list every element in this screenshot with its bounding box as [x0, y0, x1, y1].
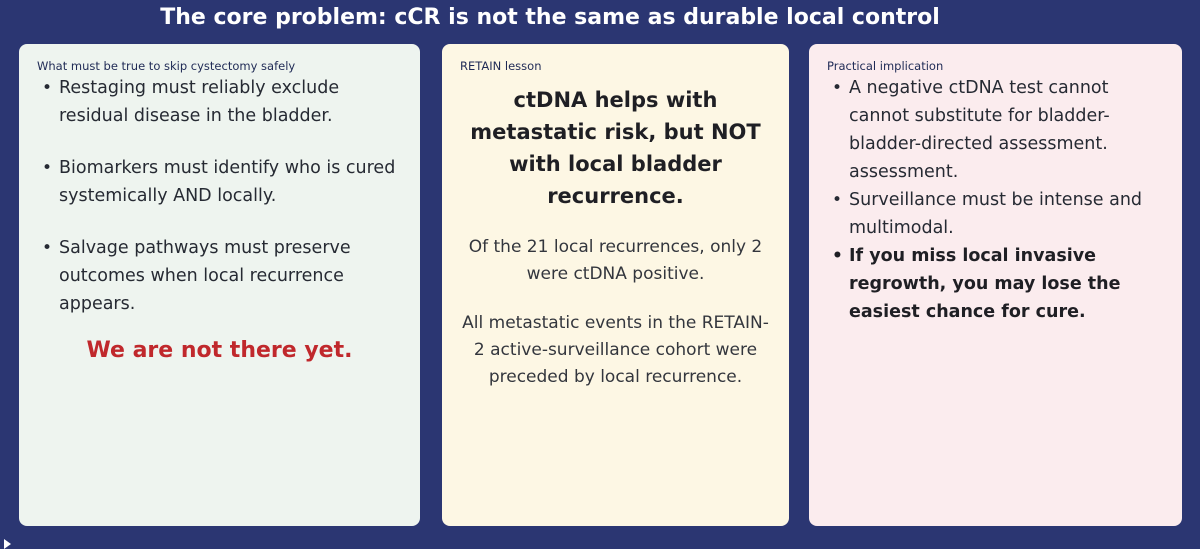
list-item-text: Biomarkers must identify who is cured systemically AND locally. — [59, 158, 396, 206]
list-item — [37, 154, 402, 210]
list-item-text: Restaging must reliably exclude residual disease in the bladder. — [59, 78, 340, 126]
callout-text: We are not there yet. — [86, 338, 353, 363]
lesson-body-2: All metastatic events in the RETAIN-2 active-surveillance cohort were preceded by local recurrence. — [462, 313, 769, 387]
list-item — [827, 74, 1164, 186]
card-practical-implication — [809, 44, 1182, 526]
list-item — [827, 242, 1164, 326]
lesson-headline: ctDNA helps with metastatic risk, but NOT with local bladder recurrence. — [470, 88, 761, 208]
implication-list — [827, 74, 1164, 326]
bullet-icon: • — [832, 190, 843, 210]
bullet-icon: • — [832, 78, 843, 98]
bullet-icon: • — [42, 158, 53, 178]
list-item — [37, 74, 402, 130]
list-item-text: Salvage pathways must preserve outcomes when local recurrence appears. — [59, 238, 351, 314]
card-retain-lesson — [442, 44, 789, 526]
card-heading: What must be true to skip cystectomy safely — [37, 59, 296, 73]
bullet-icon: • — [42, 78, 53, 98]
bullet-icon: • — [832, 246, 843, 266]
list-item — [37, 234, 402, 318]
cursor-icon — [4, 539, 11, 549]
requirements-list — [37, 74, 402, 318]
list-item-text: A negative ctDNA test cannot cannot substitute for bladder-bladder-directed assessment. assessment. — [849, 78, 1110, 182]
list-item-text: If you miss local invasive regrowth, you may lose the easiest chance for cure. — [849, 246, 1121, 322]
card-requirements — [19, 44, 420, 526]
card-heading: Practical implication — [827, 59, 944, 73]
bullet-icon: • — [42, 238, 53, 258]
list-item-text: Surveillance must be intense and multimodal. — [849, 190, 1143, 238]
list-item — [827, 186, 1164, 242]
lesson-body-1: Of the 21 local recurrences, only 2 were ctDNA positive. — [468, 237, 763, 284]
slide-title: The core problem: cCR is not the same as durable local control — [160, 5, 940, 30]
card-heading: RETAIN lesson — [460, 59, 542, 73]
